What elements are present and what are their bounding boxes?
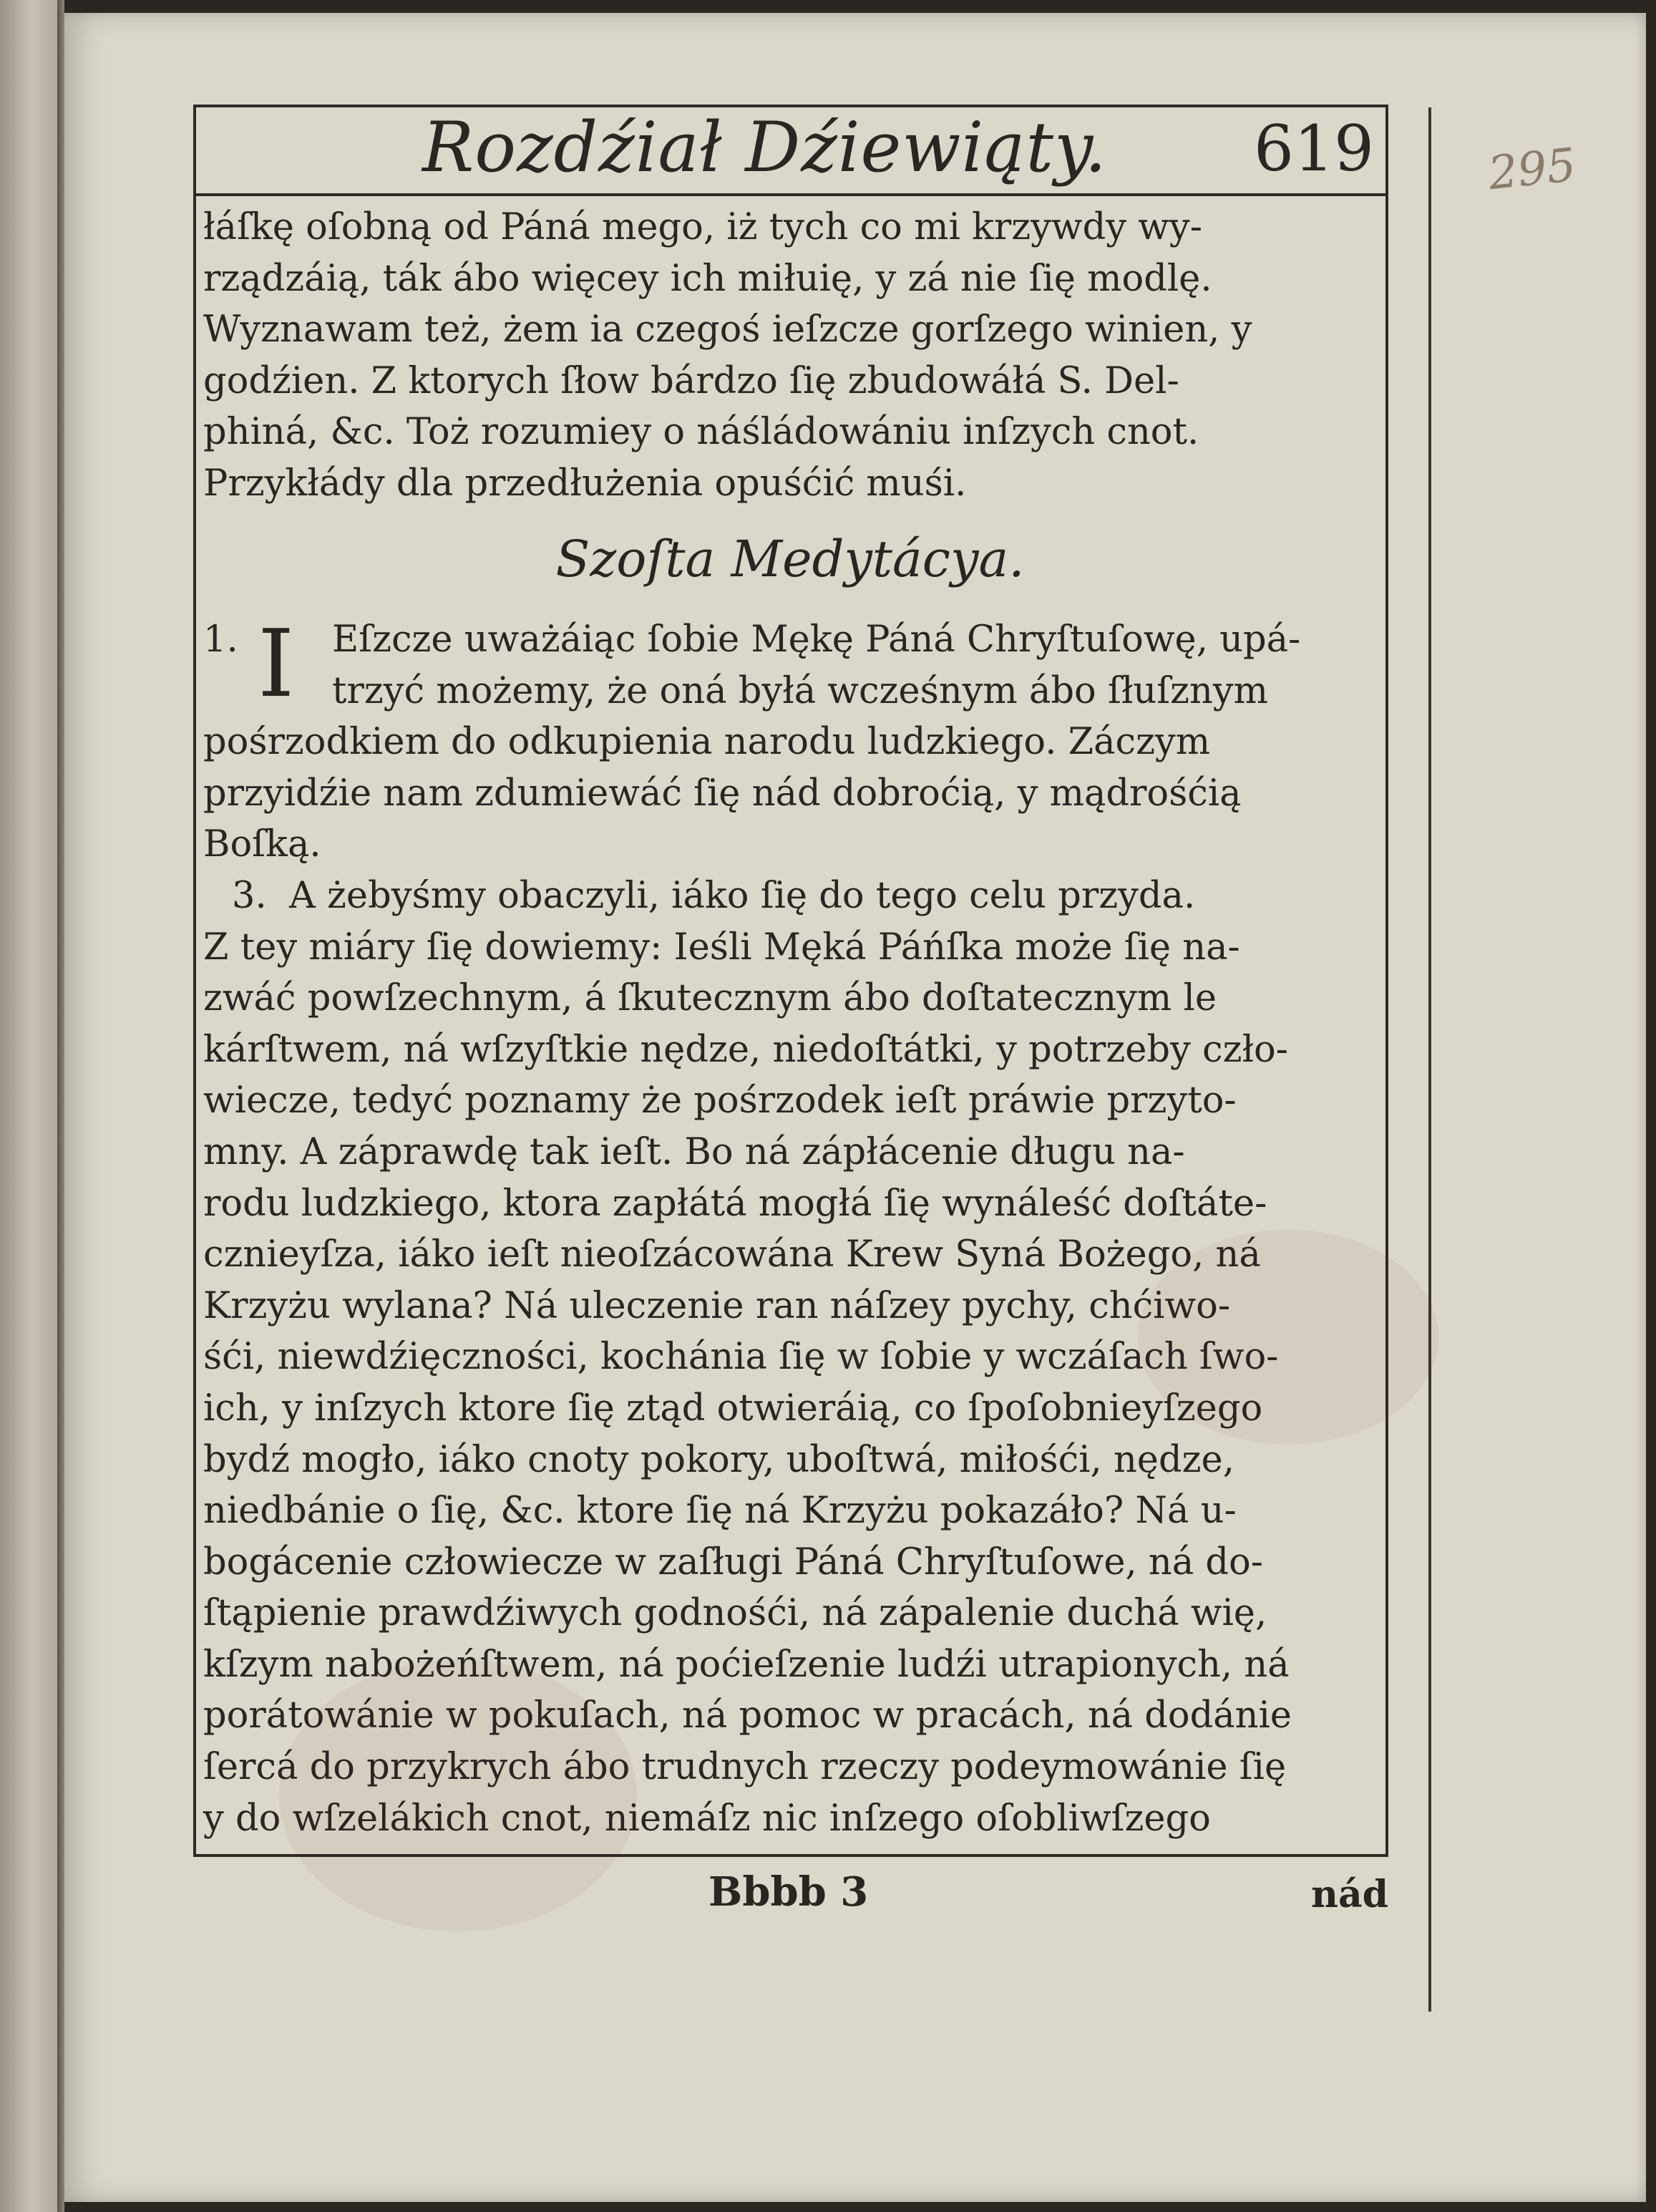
opening-paragraph — [203, 202, 1377, 510]
page-footer — [193, 1868, 1388, 1926]
text-line: rodu ludzkiego, ktora zapłátá mogłá ſię wynáleść doſtáte- — [203, 1182, 1267, 1225]
text-line: rządzáią, ták ábo więcey ich miłuię, y zá nie ſię modlę. — [203, 257, 1212, 300]
text-line: łáſkę oſobną od Páná mego, iż tych co mi krzywdy wy- — [203, 206, 1202, 248]
book-gutter — [57, 0, 64, 2212]
text-line: porátowánie w pokuſach, ná pomoc w pracách, ná dodánie — [203, 1694, 1292, 1737]
catchword: nád — [1311, 1873, 1388, 1916]
text-line: bydź mogło, iáko cnoty pokory, uboſtwá, miłośći, nędze, — [203, 1438, 1234, 1481]
text-line-content: A żebyśmy obaczyli, iáko ſię do tego celu przyda. — [289, 874, 1196, 917]
text-line: Krzyżu wylana? Ná uleczenie ran náſzey pychy, chćiwo- — [203, 1284, 1231, 1327]
text-line: wiecze, tedyć poznamy że pośrzodek ieſt práwie przyto- — [203, 1080, 1237, 1122]
outer-vertical-rule — [1428, 107, 1431, 2012]
paragraph-number: 1. — [203, 619, 238, 661]
text-line: cznieyſza, iáko ieſt nieoſzácowána Krew Syná Bożego, ná — [203, 1233, 1261, 1276]
section-title: Szoſta Medytácya. — [555, 530, 1025, 588]
handwritten-folio-number: 295 — [1486, 138, 1579, 201]
text-line — [203, 870, 1377, 922]
text-line — [203, 666, 1377, 717]
facing-page-edge — [0, 0, 57, 2212]
text-line: kárſtwem, ná wſzyſtkie nędze, niedoſtátki, y potrzeby czło- — [203, 1028, 1288, 1071]
text-line: y do wſzelákich cnot, niemáſz nic inſzego oſobliwſzego — [203, 1797, 1211, 1840]
text-line: zwáć powſzechnym, á ſkutecznym ábo doſtatecznym le — [203, 977, 1217, 1020]
text-line: godźien. Z ktorych ſłow bárdzo ſię zbudowáłá S. Del- — [203, 359, 1179, 402]
text-line: Wyznawam też, żem ia czegoś ieſzcze gorſzego winien, y — [203, 309, 1252, 351]
text-line: przyidźie nam zdumiewáć ſię nád dobroćią, y mądrośćią — [203, 772, 1242, 815]
text-line — [203, 614, 1377, 666]
text-line: kſzym nabożeńſtwem, ná poćieſzenie ludźi utrapionych, ná — [203, 1643, 1290, 1686]
text-line: mny. A záprawdę tak ieſt. Bo ná zápłácenie długu na- — [203, 1130, 1185, 1173]
text-line-content: Eſzcze uważáiąc ſobie Mękę Páná Chryſtuſowę, upá- — [332, 619, 1301, 661]
signature-mark: Bbbb 3 — [708, 1868, 869, 1916]
page-number: 619 — [1254, 112, 1374, 185]
text-line: niedbánie o ſię, &c. ktore ſię ná Krzyżu pokazáło? Ná u- — [203, 1490, 1237, 1533]
text-line: bogácenie człowiecze w zaſługi Páná Chryſtuſowe, ná do- — [203, 1541, 1263, 1583]
text-line-content: trzyć możemy, że oná byłá wcześnym ábo ſłuſznym — [332, 669, 1268, 712]
page-header — [208, 107, 1381, 186]
text-line: pośrzodkiem do odkupienia narodu ludzkiego. Záczym — [203, 721, 1211, 764]
text-line: Z tey miáry ſię dowiemy: Ieśli Męká Páńſka może ſię na- — [203, 926, 1240, 969]
text-line: Boſką. — [203, 823, 321, 866]
text-line: ſtąpienie prawdźiwych godnośći, ná zápalenie duchá wię, — [203, 1592, 1267, 1635]
text-line: śći, niewdźięczności, kochánia ſię w ſobie y wczáſach ſwo- — [203, 1336, 1279, 1379]
meditation-body — [203, 609, 1377, 1844]
running-head: Rozdźiał Dźiewiąty. — [422, 107, 1108, 188]
text-line: ich, y inſzych ktore ſię ztąd otwieráią, co ſpoſobnieyſzego — [203, 1387, 1263, 1430]
drop-cap: I — [258, 609, 295, 718]
text-line: phiná, &c. Toż rozumiey o náśládowániu inſzych cnot. — [203, 411, 1199, 454]
text-line: ſercá do przykrych ábo trudnych rzeczy podeymowánie ſię — [203, 1746, 1287, 1789]
header-rule — [193, 193, 1388, 196]
paragraph-number: 3. — [232, 874, 267, 917]
text-line: Przykłády dla przedłużenia opuśćić muśi. — [203, 462, 967, 505]
